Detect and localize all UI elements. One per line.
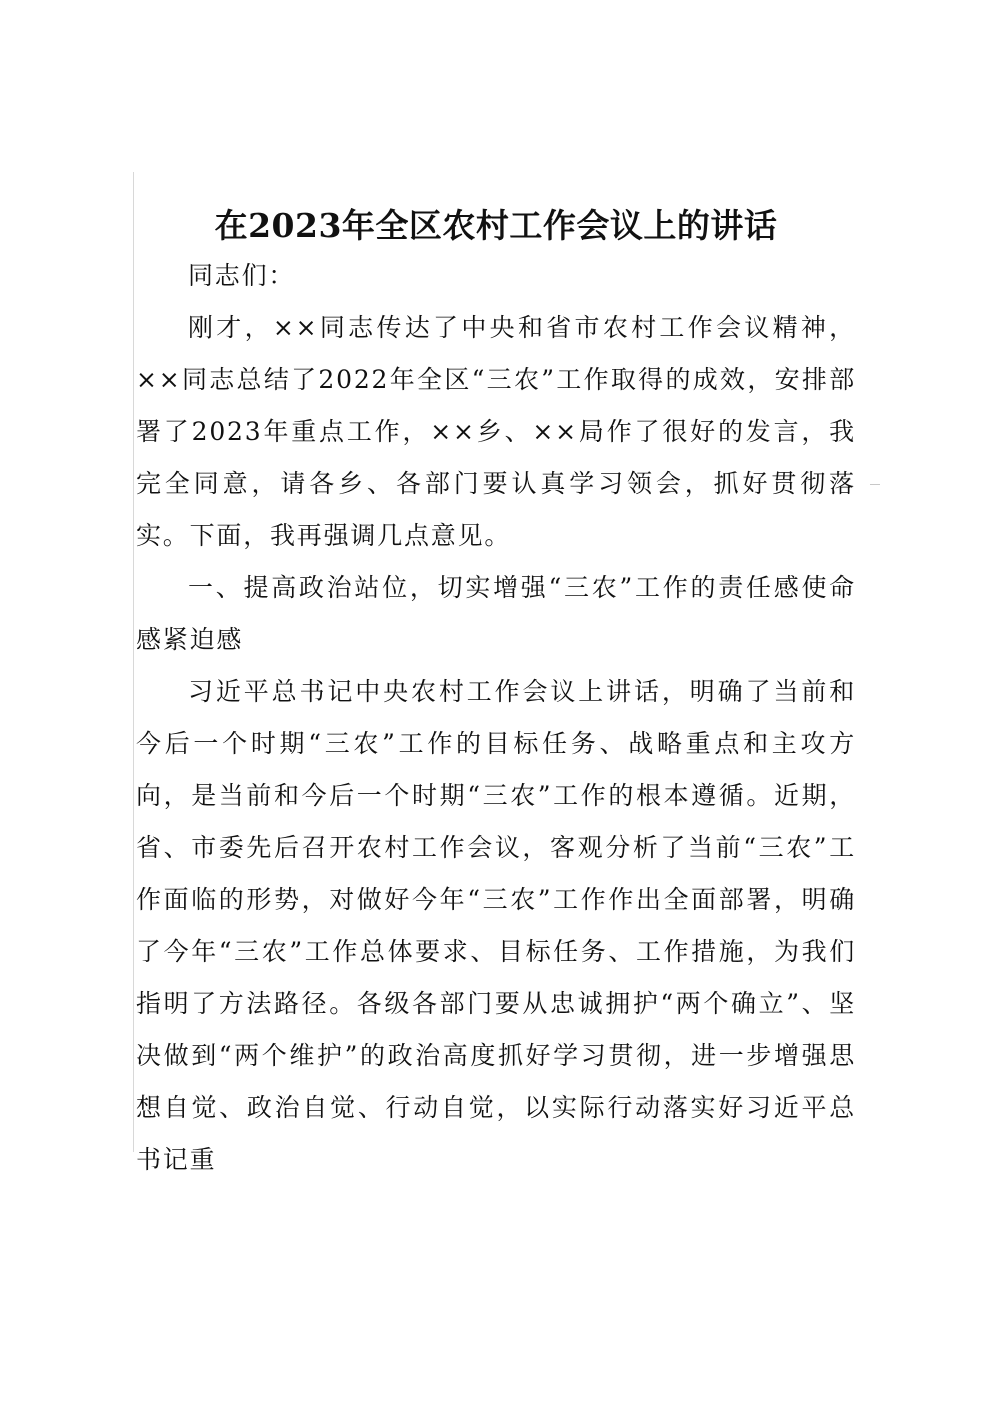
paragraph-section-1: 习近平总书记中央农村工作会议上讲话，明确了当前和今后一个时期“三农”工作的目标任务、战略重点和主攻方向，是当前和今后一个时期“三农”工作的根本遵循。近期，省、市委先后召开农村工作会议，客观分析了当前“三农”工作面临的形势，对做好今年“三农”工作作出全面部署，明确了今年“三农”工作总体要求、目标任务、工作措施，为我们指明了方法路径。各级各部门要从忠诚拥护“两个确立”、坚决做到“两个维护”的政治高度抓好学习贯彻，进一步增强思想自觉、政治自觉、行动自觉，以实际行动落实好习近平总书记重 [136, 677, 856, 1174]
page-margin-line [133, 172, 134, 1152]
document-title: 在2023年全区农村工作会议上的讲话 [214, 206, 778, 246]
section-heading-1: 一、提高政治站位，切实增强“三农”工作的责任感使命感紧迫感 [136, 573, 856, 654]
salutation: 同志们： [188, 261, 296, 290]
document-body [136, 250, 856, 1186]
margin-mark [870, 484, 880, 485]
paragraph-opening: 刚才，××同志传达了中央和省市农村工作会议精神，××同志总结了2022年全区“三农”工作取得的成效，安排部署了2023年重点工作，××乡、××局作了很好的发言，我完全同意，请各乡、各部门要认真学习领会，抓好贯彻落实。下面，我再强调几点意见。 [136, 313, 856, 550]
